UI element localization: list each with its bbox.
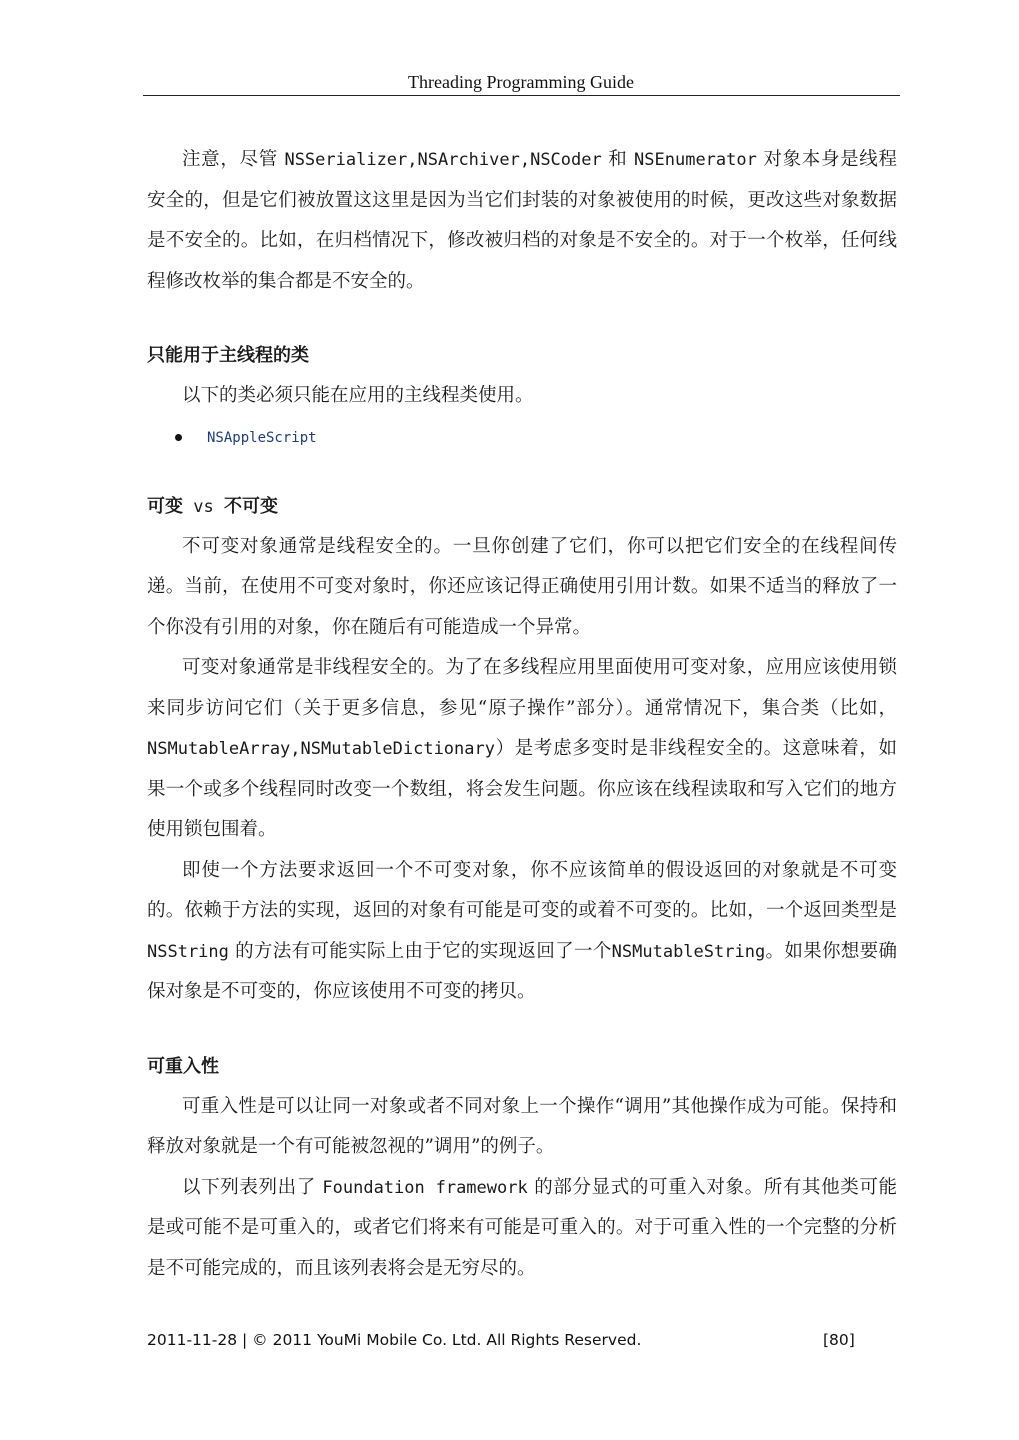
bullet-icon <box>175 434 182 441</box>
page-header-title: Threading Programming Guide <box>408 72 634 92</box>
section-heading-mutable-vs-immutable: 可变 vs 不可变 <box>147 495 278 517</box>
reentrant-list-paragraph: 以下列表列出了 Foundation framework 的部分显式的可重入对象。所有其他类可能是或可能不是可重入的，或者它们将来有可能是可重入的。对于可重入性的一个完整的分析是不可能完成的，而且该列表将会是无穷尽的。 <box>147 1176 897 1279</box>
section-heading-reentrancy: 可重入性 <box>147 1055 219 1077</box>
inline-code: NSSerializer,NSArchiver,NSCoder <box>284 150 602 170</box>
inline-code: NSMutableArray,NSMutableDictionary <box>147 739 495 759</box>
reentrancy-paragraph: 可重入性是可以让同一对象或者不同对象上一个操作“调用”其他操作成为可能。保持和释放对象就是一个有可能被忽视的”调用”的例子。 <box>147 1095 897 1157</box>
immutable-paragraph: 不可变对象通常是线程安全的。一旦你创建了它们，你可以把它们安全的在线程间传递。当前，在使用不可变对象时，你还应该记得正确使用引用计数。如果不适当的释放了一个你没有引用的对象，你在随后有可能造成一个异常。 <box>147 535 897 638</box>
return-type-paragraph: 即使一个方法要求返回一个不可变对象，你不应该简单的假设返回的对象就是不可变的。依赖于方法的实现，返回的对象有可能是可变的或着不可变的。比如，一个返回类型是 NSString 的方法有可能实际上由于它的实现返回了一个NSMutableString。如果你想要确保对象是不可变的，你应该使用不可变的拷贝。 <box>147 859 897 1002</box>
inline-code: Foundation framework <box>322 1177 528 1198</box>
footer-page-number: [80] <box>823 1331 855 1349</box>
inline-code: NSMutableString <box>611 941 766 962</box>
inline-code: NSString <box>147 941 229 962</box>
mutable-paragraph: 可变对象通常是非线程安全的。为了在多线程应用里面使用可变对象，应用应该使用锁来同步访问它们（关于更多信息，参见“原子操作”部分）。通常情况下，集合类（比如，NSMutableArray,NSMutableDictionary）是考虑多变时是非线程安全的。这意味着，如果一个或多个线程同时改变一个数组，将会发生问题。你应该在线程读取和写入它们的地方使用锁包围着。 <box>147 657 897 840</box>
page-content <box>147 140 897 1289</box>
inline-code: NSEnumerator <box>634 150 757 170</box>
list-item <box>147 417 897 458</box>
main-thread-paragraph: 以下的类必须只能在应用的主线程类使用。 <box>182 385 534 406</box>
footer-copyright: 2011-11-28 | © 2011 YouMi Mobile Co. Ltd. All Rights Reserved. <box>147 1331 642 1349</box>
header-rule <box>143 95 900 96</box>
main-thread-class-list <box>147 417 897 458</box>
intro-paragraph: 注意，尽管 NSSerializer,NSArchiver,NSCoder 和 NSEnumerator 对象本身是线程安全的，但是它们被放置这这里是因为当它们封装的对象被使用的时候，更改这些对象数据是不安全的。比如，在归档情况下，修改被归档的对象是不安全的。对于一个枚举，任何线程修改枚举的集合都是不安全的。 <box>147 149 897 292</box>
section-heading-main-thread-classes: 只能用于主线程的类 <box>147 345 309 366</box>
nsapplescript-link[interactable]: NSAppleScript <box>207 429 317 446</box>
